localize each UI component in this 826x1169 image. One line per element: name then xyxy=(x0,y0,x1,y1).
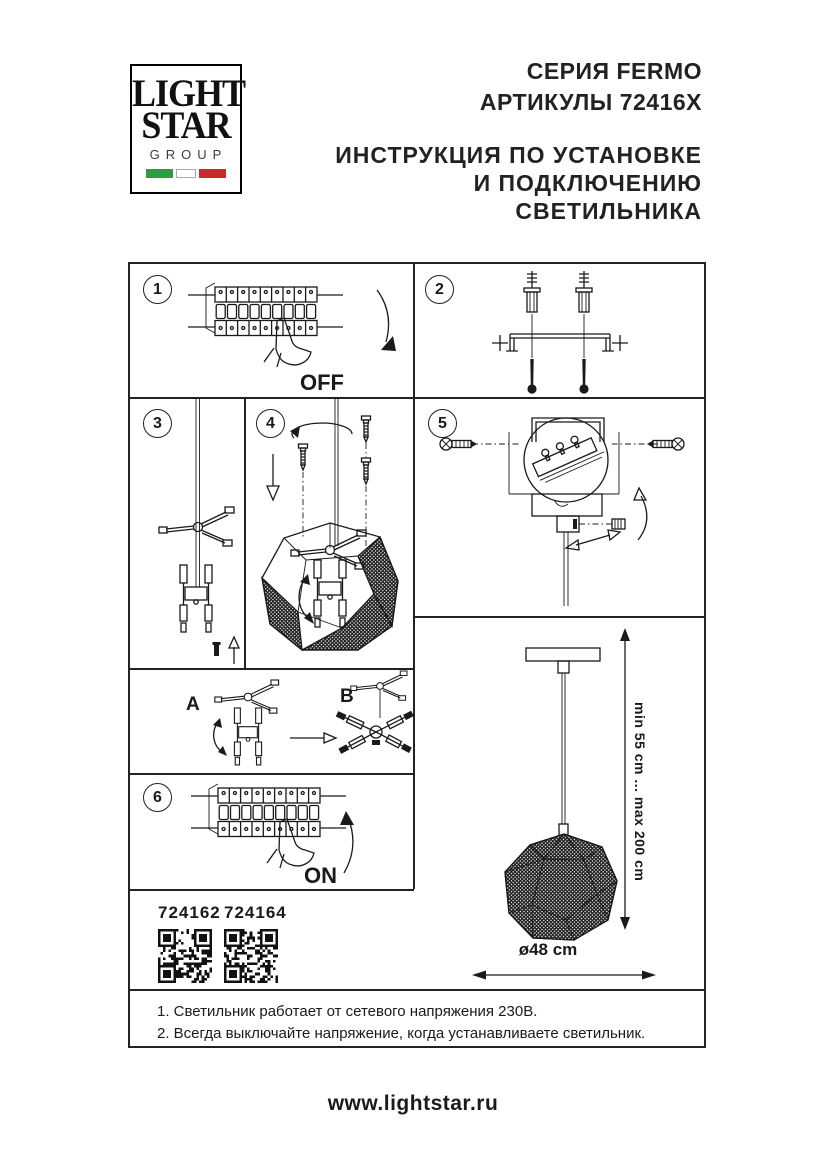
on-label: ON xyxy=(304,863,337,888)
qr-panel xyxy=(130,891,414,989)
step-2-illustration xyxy=(414,264,704,398)
lampholder-assembly-drawing xyxy=(234,708,261,765)
diameter-label: ø48 cm xyxy=(518,940,578,959)
cord-drawing xyxy=(196,398,200,587)
diameter-dimension-line xyxy=(472,971,656,980)
pendant-lamp-drawing xyxy=(416,618,704,989)
header-text-block xyxy=(300,56,702,225)
bracket-drawing xyxy=(532,418,604,442)
articles-title: АРТИКУЛЫ 72416X xyxy=(479,89,702,115)
logo-word-star: STAR xyxy=(141,103,231,147)
lightstar-logo xyxy=(130,64,246,194)
instruction-title-line2: И ПОДКЛЮЧЕНИЮ СВЕТИЛЬНИКА xyxy=(473,170,702,224)
anchor-dowel-drawing xyxy=(524,271,592,312)
step-1-illustration xyxy=(130,264,414,398)
breaker-panel-drawing xyxy=(188,283,343,336)
screw-and-arrow-up-icon xyxy=(213,637,240,664)
lamp-dimensions-panel xyxy=(416,618,704,989)
article-code: 724164 xyxy=(224,903,287,922)
article-code: 724162 xyxy=(158,903,221,922)
step-6-number: 6 xyxy=(143,783,172,812)
spider-hub-drawing xyxy=(159,507,234,546)
step-5-number: 5 xyxy=(428,409,457,438)
note-line: 2. Всегда выключайте напряжение, когда устанавливаете светильник. xyxy=(157,1025,646,1042)
unfolded-cross-drawing xyxy=(336,710,414,754)
variant-ab-panel xyxy=(130,670,414,773)
step-4-illustration xyxy=(246,398,413,669)
step-5-panel xyxy=(416,398,704,616)
screw-icon xyxy=(362,458,371,484)
lag-screw-icon xyxy=(647,438,684,450)
arrow-down-icon xyxy=(377,290,396,351)
grub-screw-icon xyxy=(612,519,625,529)
suspension-cord-drawing xyxy=(562,673,565,824)
ceiling-plate-drawing xyxy=(526,648,600,661)
arrow-down-icon xyxy=(267,454,279,500)
breaker-panel-drawing xyxy=(191,784,346,837)
mounting-plate-drawing xyxy=(509,432,619,494)
flag-white-segment xyxy=(176,169,196,178)
variant-a-label: A xyxy=(186,694,200,715)
lampholder-assembly-drawing xyxy=(314,560,346,627)
shade-drawing xyxy=(262,523,398,650)
step-5-illustration xyxy=(416,398,704,616)
italian-flag-bar xyxy=(132,169,240,178)
step-3-number: 3 xyxy=(143,409,172,438)
step-1-panel xyxy=(130,264,414,398)
step-6-illustration xyxy=(130,775,414,889)
flag-green-segment xyxy=(146,169,173,178)
variant-ab-illustration xyxy=(130,670,414,773)
arrow-right-icon xyxy=(290,733,336,743)
note-line: 1. Светильник работает от сетевого напряжения 230В. xyxy=(157,1003,538,1020)
rotate-arrow-icon xyxy=(213,718,227,756)
rotate-arrow-icon xyxy=(299,574,314,624)
height-range-label: min 55 cm ... max 200 cm xyxy=(632,702,648,882)
step-4-panel xyxy=(246,398,413,669)
mounting-bracket-drawing xyxy=(492,334,628,351)
step-3-illustration xyxy=(130,398,244,669)
step-3-panel xyxy=(130,398,244,669)
qr-code xyxy=(224,929,278,983)
flag-red-segment xyxy=(199,169,226,178)
rod-drawing xyxy=(564,532,568,606)
spider-hub-drawing xyxy=(215,680,279,713)
alignment-guides xyxy=(532,314,584,358)
cord-drawing xyxy=(335,398,338,546)
screws-drawing xyxy=(527,359,588,394)
logo-word-group: GROUP xyxy=(149,147,228,163)
shade-drawing xyxy=(505,834,617,940)
step-2-number: 2 xyxy=(425,275,454,304)
screw-icon xyxy=(362,416,371,442)
notes-panel xyxy=(130,990,708,1048)
step-1-number: 1 xyxy=(143,275,172,304)
rotate-arrow-icon xyxy=(634,488,647,540)
arrow-up-icon xyxy=(340,811,354,873)
step-2-panel xyxy=(414,264,704,398)
instruction-grid xyxy=(128,262,706,1048)
instruction-title-line1: ИНСТРУКЦИЯ ПО УСТАНОВКЕ xyxy=(335,142,702,168)
series-title: СЕРИЯ FERMO xyxy=(526,58,702,84)
logo-word-light: LIGHT xyxy=(132,71,246,115)
step-4-number: 4 xyxy=(256,409,285,438)
spider-hub-drawing xyxy=(351,671,407,700)
height-dimension-line xyxy=(620,628,630,930)
rotate-arrow-icon xyxy=(290,423,352,438)
double-arrow-icon xyxy=(566,530,620,550)
footer-url: www.lightstar.ru xyxy=(327,1092,499,1115)
qr-code xyxy=(158,929,212,983)
screw-icon xyxy=(299,444,308,470)
off-label: OFF xyxy=(300,370,344,395)
variant-b-label: B xyxy=(340,686,354,707)
spider-hub-drawing xyxy=(291,530,366,569)
step-6-panel xyxy=(130,775,414,889)
lag-screw-icon xyxy=(440,438,477,450)
